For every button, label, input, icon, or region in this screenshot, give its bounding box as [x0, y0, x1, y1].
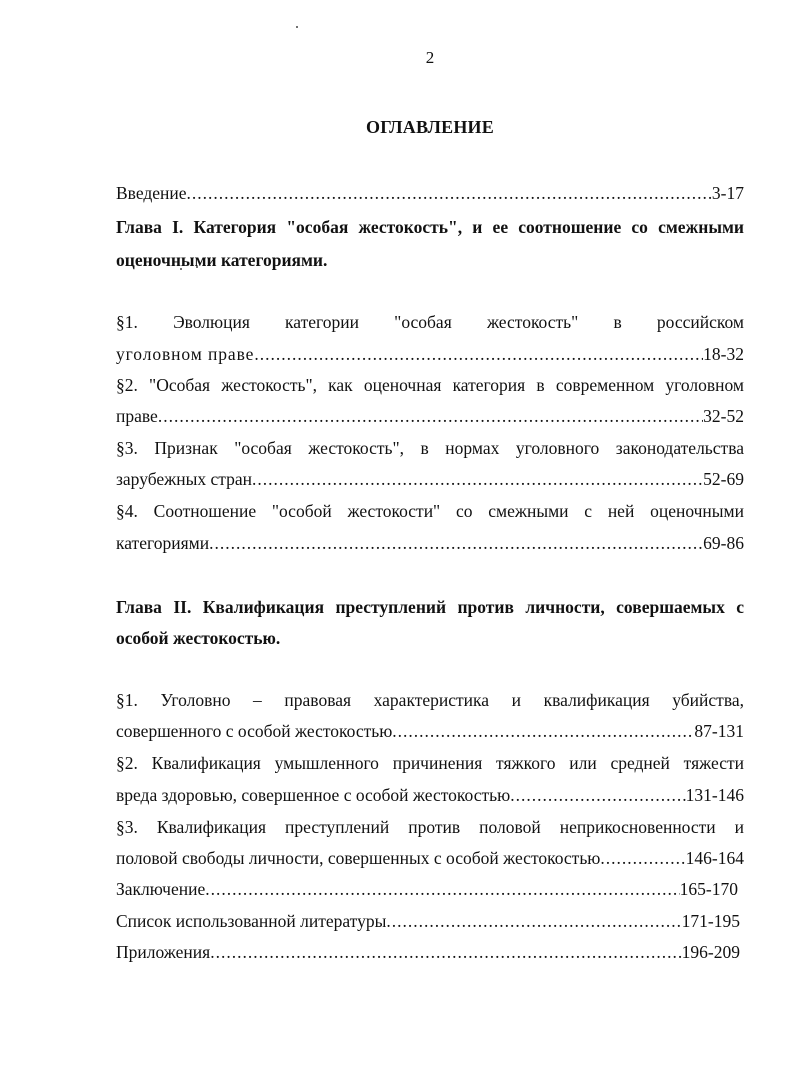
- toc-entry-label: половой свободы личности, совершенных с особой жестокостью: [116, 848, 601, 868]
- leader-dots: [510, 784, 685, 806]
- toc-entry-ch1-s2-cont[interactable]: [116, 405, 744, 427]
- toc-entry-pages: 131-146: [685, 785, 744, 805]
- toc-entry-label: категориями: [116, 533, 210, 553]
- toc-entry-label: уголовном праве: [116, 344, 255, 364]
- leader-dots: [187, 182, 712, 204]
- chapter-1-heading[interactable]: Глава I. Категория "особая жестокость", и ее соотношение со смежными: [116, 217, 744, 237]
- toc-entry-conclusion[interactable]: [116, 878, 738, 900]
- toc-entry-pages: 69-86: [703, 533, 744, 553]
- toc-entry-ch2-s2-cont[interactable]: [116, 784, 744, 806]
- toc-entry-pages: 196-209: [681, 942, 740, 962]
- toc-entry-label: зарубежных стран: [116, 469, 253, 489]
- scan-speck: [296, 26, 298, 28]
- toc-entry-references[interactable]: [116, 910, 740, 932]
- page-number: 2: [425, 48, 435, 67]
- toc-entry-pages: 52-69: [703, 469, 744, 489]
- leader-dots: [252, 468, 703, 490]
- chapter-1-heading-cont: оценочными категориями.: [116, 250, 328, 270]
- toc-entry-pages: 146-164: [685, 848, 744, 868]
- toc-entry-ch1-s1-cont[interactable]: [116, 343, 744, 365]
- leader-dots: [210, 941, 681, 963]
- toc-entry-label: совершенного с особой жестокостью: [116, 721, 393, 741]
- toc-entry-ch1-s4[interactable]: §4. Соотношение "особой жестокости" со смежными с ней оценочными: [116, 501, 744, 521]
- leader-dots: [209, 532, 703, 554]
- leader-dots: [392, 720, 694, 742]
- toc-entry-pages: 171-195: [681, 911, 740, 931]
- toc-entry-ch1-s3[interactable]: §3. Признак "особая жестокость", в нормах уголовного законодательства: [116, 438, 744, 458]
- toc-entry-label: Заключение: [116, 879, 206, 899]
- toc-entry-label: Список использованной литературы: [116, 911, 387, 931]
- leader-dots: [254, 343, 703, 365]
- chapter-2-heading[interactable]: Глава II. Квалификация преступлений против личности, совершаемых с: [116, 597, 744, 617]
- toc-entry-label: праве: [116, 406, 158, 426]
- toc-entry-pages: 87-131: [694, 721, 744, 741]
- toc-entry-ch1-s3-cont[interactable]: [116, 468, 744, 490]
- leader-dots: [205, 878, 679, 900]
- toc-entry-label: Приложения: [116, 942, 211, 962]
- toc-entry-ch1-s4-cont[interactable]: [116, 532, 744, 554]
- toc-entry-appendices[interactable]: [116, 941, 740, 963]
- toc-entry-pages: 18-32: [703, 344, 744, 364]
- toc-entry-introduction[interactable]: [116, 182, 744, 204]
- toc-entry-ch2-s3-cont[interactable]: [116, 847, 744, 869]
- toc-entry-ch2-s1-cont[interactable]: [116, 720, 744, 742]
- toc-entry-ch2-s3[interactable]: §3. Квалификация преступлений против половой неприкосновенности и: [116, 817, 744, 837]
- toc-entry-ch1-s1[interactable]: §1. Эволюция категории "особая жестокость" в российском: [116, 312, 744, 332]
- leader-dots: [158, 405, 703, 427]
- toc-entry-label: вреда здоровью, совершенное с особой жестокостью: [116, 785, 511, 805]
- toc-entry-ch1-s2[interactable]: §2. "Особая жестокость", как оценочная категория в современном уголовном: [116, 375, 744, 395]
- toc-entry-pages: 3-17: [711, 183, 744, 203]
- toc-entry-ch2-s1[interactable]: §1. Уголовно – правовая характеристика и квалификация убийства,: [116, 690, 744, 710]
- page-title: ОГЛАВЛЕНИЕ: [366, 117, 494, 137]
- toc-entry-ch2-s2[interactable]: §2. Квалификация умышленного причинения тяжкого или средней тяжести: [116, 753, 744, 773]
- toc-entry-label: Введение: [116, 183, 187, 203]
- leader-dots: [600, 847, 685, 869]
- chapter-2-heading-cont: особой жестокостью.: [116, 628, 281, 648]
- leader-dots: [386, 910, 681, 932]
- toc-entry-pages: 165-170: [679, 879, 738, 899]
- toc-entry-pages: 32-52: [703, 406, 744, 426]
